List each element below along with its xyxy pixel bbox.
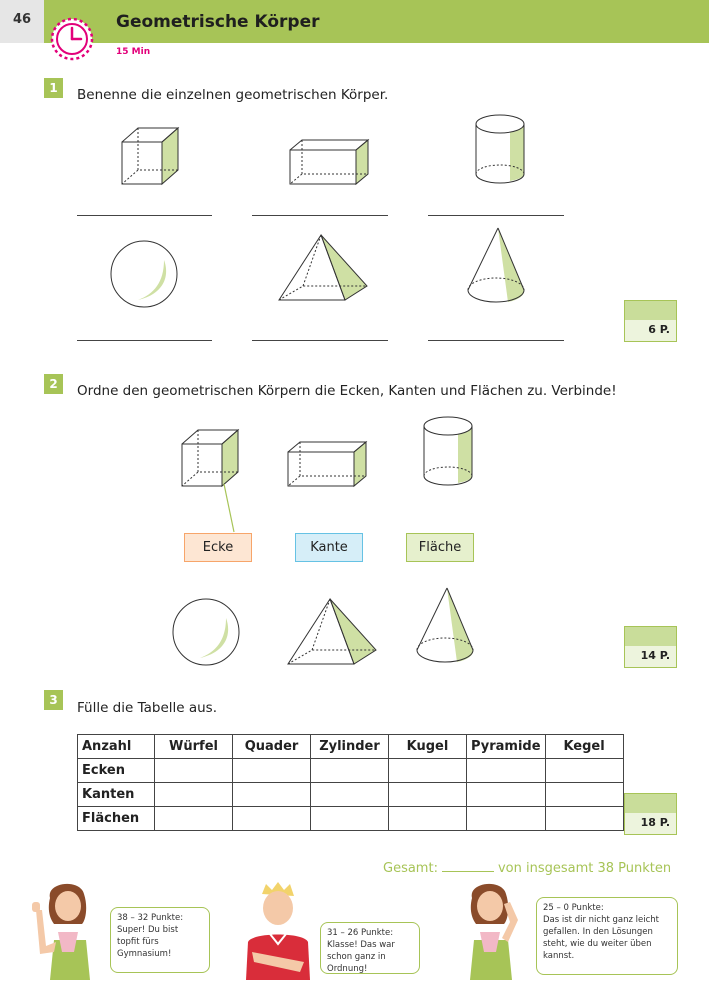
sphere-figure [108,238,180,310]
answer-line[interactable] [428,215,564,216]
table-cell[interactable] [467,783,546,807]
answer-line[interactable] [252,215,388,216]
task2-instruction: Ordne den geometrischen Körpern die Ecken, Kanten und Flächen zu. Verbinde! [77,383,617,399]
total-suffix: von insgesamt 38 Punkten [497,861,672,876]
table-cell[interactable] [545,783,623,807]
speech-bubble [110,907,210,973]
answer-line[interactable] [252,340,388,341]
girl-illustration [28,880,114,980]
row-header: Flächen [78,807,155,831]
table-cell[interactable] [389,759,467,783]
task2-number: 2 [44,374,63,394]
total-score [383,861,671,876]
cube-figure [118,126,182,188]
table-cell[interactable] [545,807,623,831]
row-header: Kanten [78,783,155,807]
col-header: Kegel [545,735,623,759]
geometry-table [77,734,624,831]
table-row [78,759,624,783]
task1-number: 1 [44,78,63,98]
col-header: Zylinder [311,735,389,759]
answer-line[interactable] [77,215,212,216]
table-cell[interactable] [467,807,546,831]
points-label: 18 P. [625,813,676,834]
table-cell[interactable] [467,759,546,783]
table-cell[interactable] [311,807,389,831]
bubble-range: 25 – 0 Punkte: [543,903,604,913]
col-header: Kugel [389,735,467,759]
table-cell[interactable] [389,783,467,807]
row-header: Ecken [78,759,155,783]
table-cell[interactable] [155,783,233,807]
cuboid-figure [286,440,370,490]
bubble-text: Super! Du bist topfit fürs Gymnasium! [117,925,179,959]
cuboid-figure [288,138,372,188]
table-row [78,783,624,807]
task3-number: 3 [44,690,63,710]
total-blank[interactable] [442,871,494,872]
cone-figure [413,586,477,668]
table-cell[interactable] [233,783,311,807]
pyramid-figure [284,596,380,668]
cylinder-figure [420,412,476,488]
task1-instruction: Benenne die einzelnen geometrischen Körper. [77,87,389,103]
page-title: Geometrische Körper [116,12,320,32]
label-flaeche[interactable]: Fläche [406,533,474,562]
table-row [78,807,624,831]
label-kante[interactable]: Kante [295,533,363,562]
table-cell[interactable] [389,807,467,831]
bubble-text: Das ist dir nicht ganz leicht gefallen. In den Lösungen steht, wie du weiter üben kannst. [543,915,660,961]
col-header: Anzahl [78,735,155,759]
speech-bubble [536,897,678,975]
points-box-task3 [624,793,677,835]
col-header: Würfel [155,735,233,759]
table-cell[interactable] [233,759,311,783]
header-band [0,0,709,43]
label-ecke[interactable]: Ecke [184,533,252,562]
task3-instruction: Fülle die Tabelle aus. [77,700,218,716]
bubble-range: 38 – 32 Punkte: [117,913,184,923]
table-cell[interactable] [311,759,389,783]
clock-icon [49,16,95,62]
page-number: 46 [12,12,32,27]
table-cell[interactable] [155,759,233,783]
points-label: 14 P. [625,646,676,667]
answer-line[interactable] [428,340,564,341]
cube-figure [178,428,242,490]
col-header: Quader [233,735,311,759]
table-header-row [78,735,624,759]
bubble-text: Klasse! Das war schon ganz in Ordnung! [327,940,395,974]
cone-figure [464,226,528,308]
points-box-task2 [624,626,677,668]
bubble-range: 31 – 26 Punkte: [327,928,394,938]
cylinder-figure [472,110,528,186]
col-header: Pyramide [467,735,546,759]
answer-line[interactable] [77,340,212,341]
pyramid-figure [275,232,371,304]
girl-thinking-illustration [454,880,534,980]
table-cell[interactable] [311,783,389,807]
points-box-task1 [624,300,677,342]
table-cell[interactable] [233,807,311,831]
table-cell[interactable] [155,807,233,831]
sphere-figure [170,596,242,668]
boy-illustration [238,880,318,980]
time-label: 15 Min [116,47,151,57]
speech-bubble [320,922,420,974]
connector-line [222,484,238,534]
table-cell[interactable] [545,759,623,783]
total-prefix: Gesamt: [383,861,438,876]
points-label: 6 P. [625,320,676,341]
